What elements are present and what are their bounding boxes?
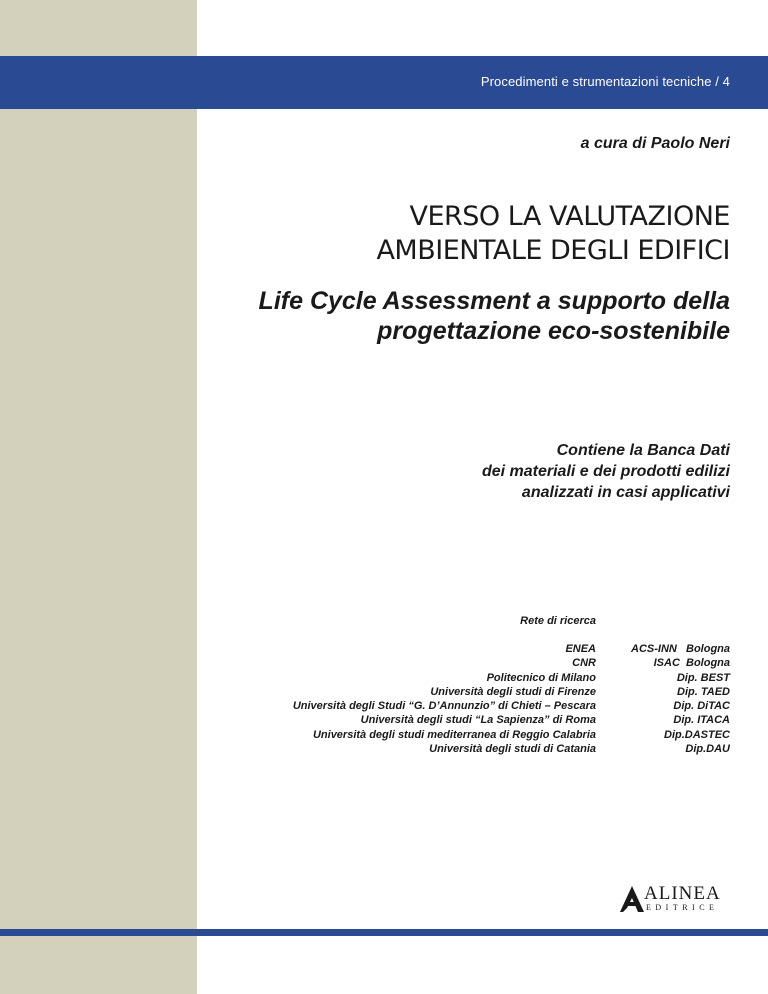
contents-line: dei materiali e dei prodotti edilizi [481, 463, 730, 480]
institution-item: Università degli studi mediterranea di Reggio Calabria [312, 728, 596, 741]
institution-item: Politecnico di Milano [486, 671, 596, 684]
department-item: Dip. ITACA [673, 714, 730, 727]
institution-list [156, 642, 596, 756]
subtitle-line: Life Cycle Assessment a supporto della [258, 287, 730, 315]
editor-credit: a cura di Paolo Neri [580, 135, 730, 152]
book-title [170, 200, 730, 268]
publisher-name: ALINEA [644, 883, 721, 904]
institution-item: CNR [572, 657, 596, 670]
department-item: Dip. TAED [677, 685, 730, 698]
left-color-strip [0, 0, 197, 994]
department-list [590, 642, 730, 756]
subtitle-line: progettazione eco-sostenibile [377, 317, 730, 345]
institution-item: ENEA [565, 643, 596, 655]
institution-item: Università degli studi di Catania [429, 743, 596, 756]
book-subtitle [130, 286, 730, 346]
institution-item: Università degli studi “La Sapienza” di Roma [360, 714, 596, 727]
institution-item: Università degli Studi “G. D’Annunzio” di Chieti – Pescara [292, 700, 596, 713]
series-label: Procedimenti e strumentazioni tecniche / 4 [480, 74, 730, 89]
department-item: Dip. DiTAC [673, 700, 730, 713]
publisher-sub: EDITRICE [646, 903, 719, 912]
contents-line: analizzati in casi applicativi [521, 484, 730, 501]
alinea-logo-icon [620, 886, 644, 912]
institution-item: Università degli studi di Firenze [430, 685, 596, 698]
publisher-logo [620, 884, 730, 914]
contents-line: Contiene la Banca Dati [556, 442, 730, 459]
department-item: Dip. BEST [676, 671, 730, 684]
research-network-label: Rete di ricerca [520, 615, 596, 627]
title-line: VERSO LA VALUTAZIONE [409, 201, 730, 232]
bottom-band [0, 929, 768, 936]
department-item: ACS-INN Bologna [631, 643, 730, 655]
contents-note [330, 440, 730, 503]
department-item: ISAC Bologna [653, 657, 730, 670]
department-item: Dip.DAU [685, 743, 730, 756]
department-item: Dip.DASTEC [664, 728, 730, 741]
title-line: AMBIENTALE DEGLI EDIFICI [376, 235, 730, 266]
